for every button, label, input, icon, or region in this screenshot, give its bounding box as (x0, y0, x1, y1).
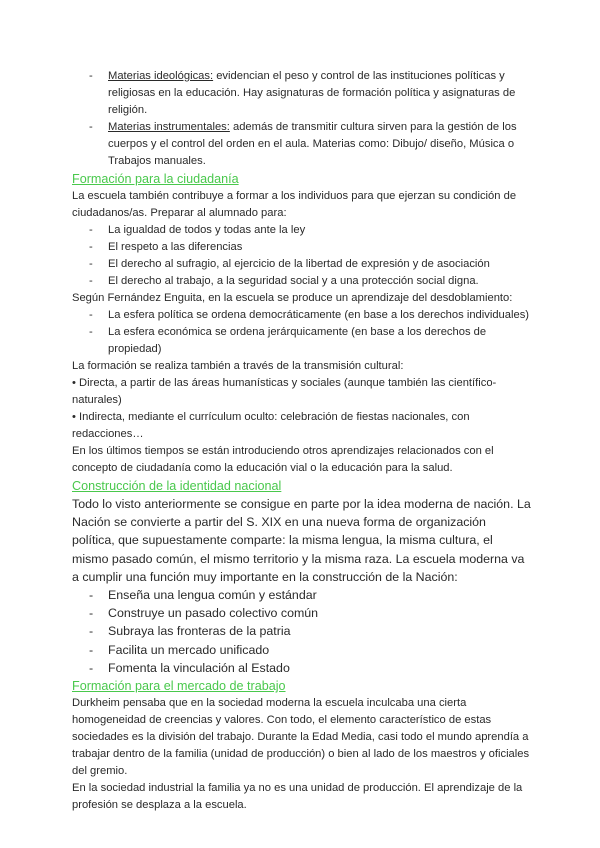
list-item (72, 622, 532, 640)
term-description: además de transmitir cultura sirven para la gestión de los cuerpos y el control del orden en el aula. Materias como: Dibujo/ diseño, Música o Trabajos manuales. (108, 121, 517, 167)
list-item-text: La igualdad de todos y todas ante la ley (108, 224, 306, 236)
paragraph: La formación se realiza también a través de la transmisión cultural: (72, 360, 404, 372)
dash-marker: - (89, 121, 93, 133)
list-item (72, 659, 532, 677)
list-item-text: La esfera política se ordena democráticamente (en base a los derechos individuales) (108, 309, 530, 321)
paragraph: Durkheim pensaba que en la sociedad moderna la escuela inculcaba una cierta homogeneidad de creencias y valores. Con todo, el elemento característico de estas sociedades es la división del trabajo. Durante la Edad Media, casi todo el mundo aprendía a trabajar dentro de la familia (unidad de producción) o bien al lado de los maestros y oficiales del gremio. (72, 697, 530, 778)
list-item (72, 273, 532, 290)
list-item (72, 324, 532, 358)
list-item (72, 68, 532, 119)
list-item (72, 256, 532, 273)
identidad-list (72, 586, 532, 677)
dash-marker: - (89, 660, 94, 675)
term: Materias instrumentales: (108, 121, 230, 133)
dash-marker: - (89, 309, 93, 321)
dash-marker: - (89, 588, 94, 603)
term: Materias ideológicas: (108, 70, 214, 82)
dash-marker: - (89, 258, 93, 270)
list-item-text: Facilita un mercado unificado (108, 642, 270, 657)
dash-marker: - (89, 642, 94, 657)
list-item-text: La esfera económica se ordena jerárquicamente (en base a los derechos de propiedad) (108, 326, 487, 355)
section-heading-ciudadania: Formación para la ciudadanía (72, 172, 239, 186)
paragraph: La escuela también contribuye a formar a los individuos para que ejerzan su condición de ciudadanos/as. Preparar al alumnado para: (72, 190, 517, 219)
subjects-list (72, 68, 532, 170)
document-body (72, 68, 532, 814)
bullet-paragraph: • Indirecta, mediante el currículum oculto: celebración de fiestas nacionales, con redacciones… (72, 411, 470, 440)
enguita-list (72, 307, 532, 358)
list-item-text: Fomenta la vinculación al Estado (108, 660, 290, 675)
dash-marker: - (89, 70, 93, 82)
list-item (72, 641, 532, 659)
ciudadania-list (72, 222, 532, 290)
list-item-text: El derecho al sufragio, al ejercicio de la libertad de expresión y de asociación (108, 258, 490, 270)
list-item-text: Enseña una lengua común y estándar (108, 588, 317, 603)
list-item-text: El respeto a las diferencias (108, 241, 243, 253)
dash-marker: - (89, 606, 94, 621)
list-item (72, 307, 532, 324)
bullet-paragraph: • Directa, a partir de las áreas humanísticas y sociales (aunque también las científico-naturales) (72, 377, 497, 406)
paragraph: En los últimos tiempos se están introduciendo otros aprendizajes relacionados con el concepto de ciudadanía como la educación vial o la educación para la salud. (72, 445, 494, 474)
list-item-text: Construye un pasado colectivo común (108, 606, 319, 621)
list-item (72, 586, 532, 604)
list-item-text: Subraya las fronteras de la patria (108, 624, 291, 639)
paragraph: Según Fernández Enguita, en la escuela se produce un aprendizaje del desdoblamiento: (72, 292, 513, 304)
section-heading-mercado: Formación para el mercado de trabajo (72, 679, 286, 694)
dash-marker: - (89, 326, 93, 338)
dash-marker: - (89, 275, 93, 287)
list-item (72, 604, 532, 622)
section-heading-identidad: Construcción de la identidad nacional (72, 479, 282, 493)
dash-marker: - (89, 241, 93, 253)
dash-marker: - (89, 624, 94, 639)
list-item (72, 119, 532, 170)
list-item-text: El derecho al trabajo, a la seguridad social y a una protección social digna. (108, 275, 479, 287)
paragraph: Todo lo visto anteriormente se consigue en parte por la idea moderna de nación. La Nación se convierte a partir del S. XIX en una nueva forma de organización política, que supuestamente comparte: la misma lengua, la misma cultura, el mismo pasado común, el mismo territorio y la misma raza. La escuela moderna va a cumplir una función muy importante en la construcción de la Nación: (72, 497, 531, 584)
paragraph: En la sociedad industrial la familia ya no es una unidad de producción. El aprendizaje de la profesión se desplaza a la escuela. (72, 782, 523, 812)
dash-marker: - (89, 224, 93, 236)
list-item (72, 222, 532, 239)
list-item (72, 239, 532, 256)
term-description: evidencian el peso y control de las instituciones políticas y religiosas en la educación. Hay asignaturas de formación política y asignaturas de religión. (108, 70, 516, 116)
